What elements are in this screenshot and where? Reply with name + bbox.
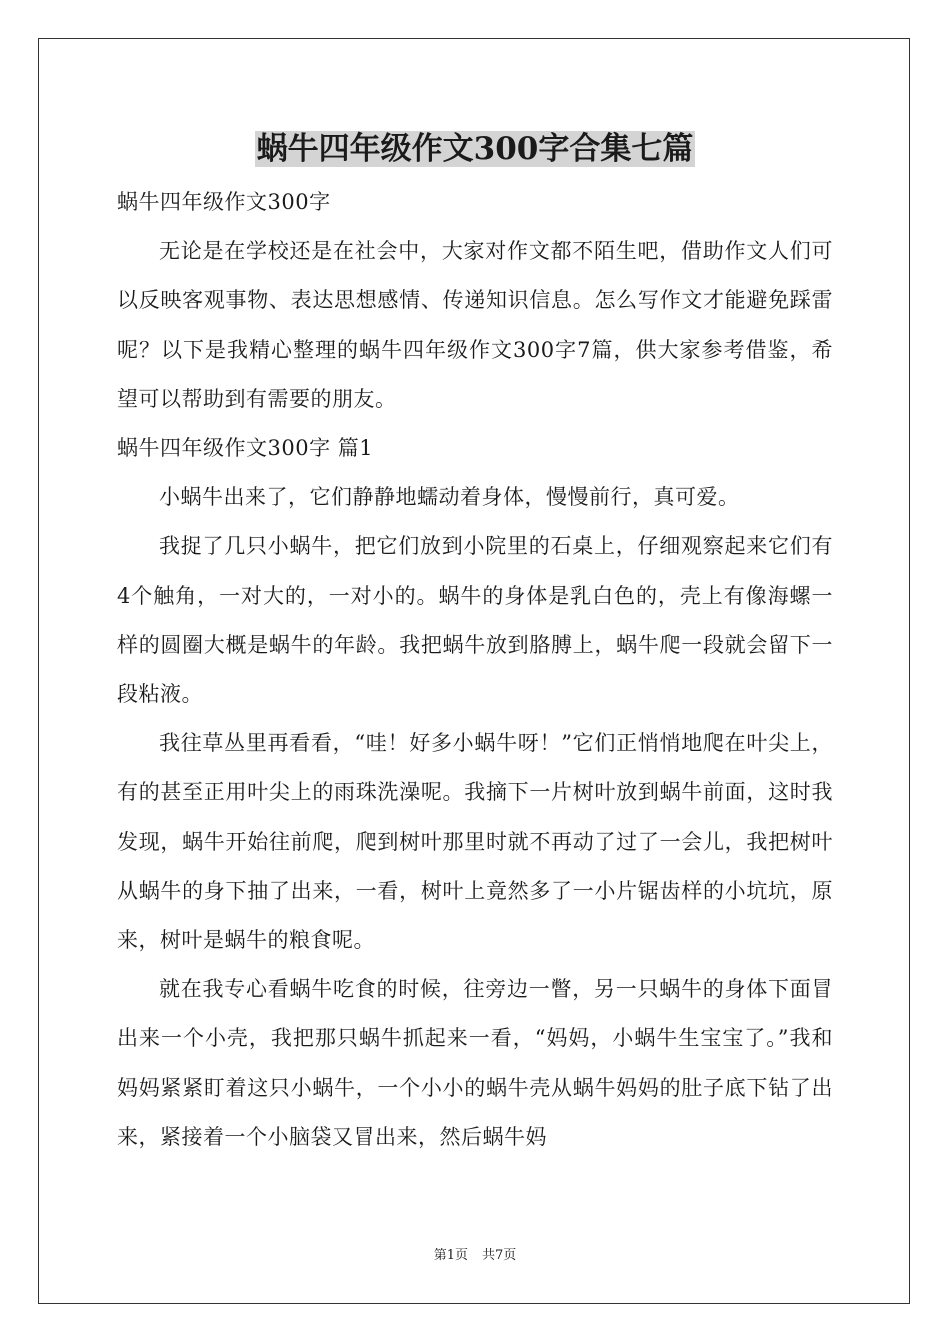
page-total: 共7页 — [482, 1248, 517, 1263]
document-title — [0, 126, 950, 172]
document-body — [117, 178, 833, 1162]
page-number: 第1页 — [433, 1248, 468, 1263]
essay-paragraph-1: 小蜗牛出来了，它们静静地蠕动着身体，慢慢前行，真可爱。 — [159, 485, 740, 510]
section-heading-intro: 蜗牛四年级作文300字 — [117, 190, 331, 214]
essay-paragraph-4: 就在我专心看蜗牛吃食的时候，往旁边一瞥，另一只蜗牛的身体下面冒出来一个小壳，我把那只蜗牛抓起来一看，“妈妈，小蜗牛生宝宝了。”我和妈妈紧紧盯着这只小蜗牛，一个小小的蜗牛壳从蜗牛妈妈的肚子底下钻了出来，紧接着一个小脑袋又冒出来，然后蜗牛妈 — [117, 977, 833, 1149]
document-title-text: 蜗牛四年级作文300字合集七篇 — [256, 131, 694, 167]
essay-paragraph-3: 我往草丛里再看看，“哇！好多小蜗牛呀！”它们正悄悄地爬在叶尖上，有的甚至正用叶尖上的雨珠洗澡呢。我摘下一片树叶放到蜗牛前面，这时我发现，蜗牛开始往前爬，爬到树叶那里时就不再动了过了一会儿，我把树叶从蜗牛的身下抽了出来，一看，树叶上竟然多了一小片锯齿样的小坑坑，原来，树叶是蜗牛的粮食呢。 — [117, 731, 833, 953]
essay-paragraph-2: 我捉了几只小蜗牛，把它们放到小院里的石桌上，仔细观察起来它们有4个触角，一对大的，一对小的。蜗牛的身体是乳白色的，壳上有像海螺一样的圆圈大概是蜗牛的年龄。我把蜗牛放到胳膊上，蜗牛爬一段就会留下一段粘液。 — [117, 534, 833, 707]
intro-paragraph: 无论是在学校还是在社会中，大家对作文都不陌生吧，借助作文人们可以反映客观事物、表达思想感情、传递知识信息。怎么写作文才能避免踩雷呢？以下是我精心整理的蜗牛四年级作文300字7篇，供大家参考借鉴，希望可以帮助到有需要的朋友。 — [117, 239, 833, 411]
page-footer — [0, 1247, 950, 1265]
section-heading-essay-1: 蜗牛四年级作文300字 篇1 — [117, 436, 374, 461]
